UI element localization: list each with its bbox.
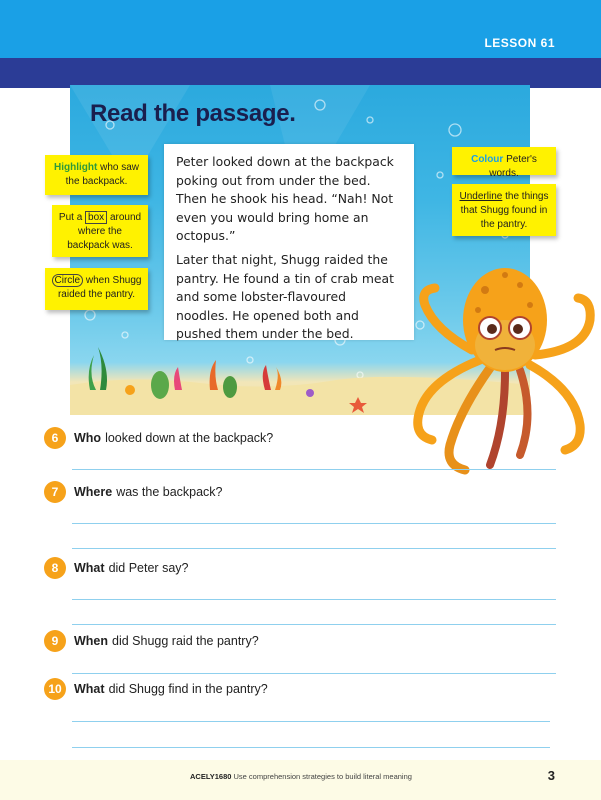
question-keyword: Where xyxy=(74,485,113,499)
curriculum-code-id: ACELY1680 xyxy=(190,772,232,781)
question-number: 9 xyxy=(44,630,66,652)
question-keyword: When xyxy=(74,634,109,648)
note-underline xyxy=(452,184,556,236)
note-box-post: around where the backpack was. xyxy=(67,212,142,251)
question-7 xyxy=(44,481,223,503)
question-keyword: What xyxy=(74,561,105,575)
passage-paragraph-1: Peter looked down at the backpack poking out from under the bed. Then he shook his head. “Nah! Not even you would bring home an octopus.” xyxy=(176,154,394,244)
answer-line[interactable] xyxy=(72,673,556,674)
note-underline-text: the things that Shugg found in the pantry. xyxy=(460,191,549,230)
answer-line[interactable] xyxy=(72,469,556,470)
question-9 xyxy=(44,630,259,652)
reading-passage xyxy=(164,144,414,340)
note-circle-keyword: Circle xyxy=(52,274,84,287)
question-8 xyxy=(44,557,188,579)
note-circle-text: when Shugg raided the pantry. xyxy=(57,275,142,300)
question-keyword: What xyxy=(74,682,105,696)
question-6 xyxy=(44,427,273,449)
note-circle xyxy=(45,268,148,310)
question-10 xyxy=(44,678,268,700)
question-text: looked down at the backpack? xyxy=(105,431,274,445)
note-highlight-keyword: Highlight xyxy=(53,162,98,173)
curriculum-code xyxy=(190,772,412,781)
curriculum-code-desc: Use comprehension strategies to build literal meaning xyxy=(233,772,412,781)
note-colour-keyword: Colour xyxy=(471,154,504,165)
question-text: was the backpack? xyxy=(116,485,223,499)
note-underline-keyword: Underline xyxy=(459,191,503,202)
question-number: 7 xyxy=(44,481,66,503)
answer-line[interactable] xyxy=(72,721,550,722)
answer-line[interactable] xyxy=(72,747,550,748)
octopus-illustration xyxy=(410,250,600,480)
note-box xyxy=(52,205,148,257)
note-colour xyxy=(452,147,556,179)
answer-line[interactable] xyxy=(72,548,556,549)
question-number: 10 xyxy=(44,678,66,700)
page-number: 3 xyxy=(547,768,555,783)
passage-paragraph-2: Later that night, Shugg raided the pantry. He found a tin of crab meat and some lobster-flavoured noodles. He opened both and pushed them under the bed. xyxy=(176,251,394,342)
note-highlight-text: who saw the backpack. xyxy=(65,162,139,187)
question-text: did Peter say? xyxy=(108,561,189,575)
answer-line[interactable] xyxy=(72,599,556,600)
question-text: did Shugg find in the pantry? xyxy=(108,682,268,696)
page-title: Read the passage. xyxy=(90,100,296,127)
note-box-pre: Put a xyxy=(58,212,86,223)
note-box-keyword: box xyxy=(85,211,107,224)
question-number: 8 xyxy=(44,557,66,579)
note-colour-text: Peter's words. xyxy=(489,154,537,179)
top-banner-band xyxy=(0,58,601,88)
answer-line[interactable] xyxy=(72,624,556,625)
question-text: did Shugg raid the pantry? xyxy=(112,634,259,648)
answer-line[interactable] xyxy=(72,523,556,524)
question-number: 6 xyxy=(44,427,66,449)
lesson-label: LESSON 61 xyxy=(484,36,555,50)
note-highlight xyxy=(45,155,148,195)
question-keyword: Who xyxy=(74,431,102,445)
